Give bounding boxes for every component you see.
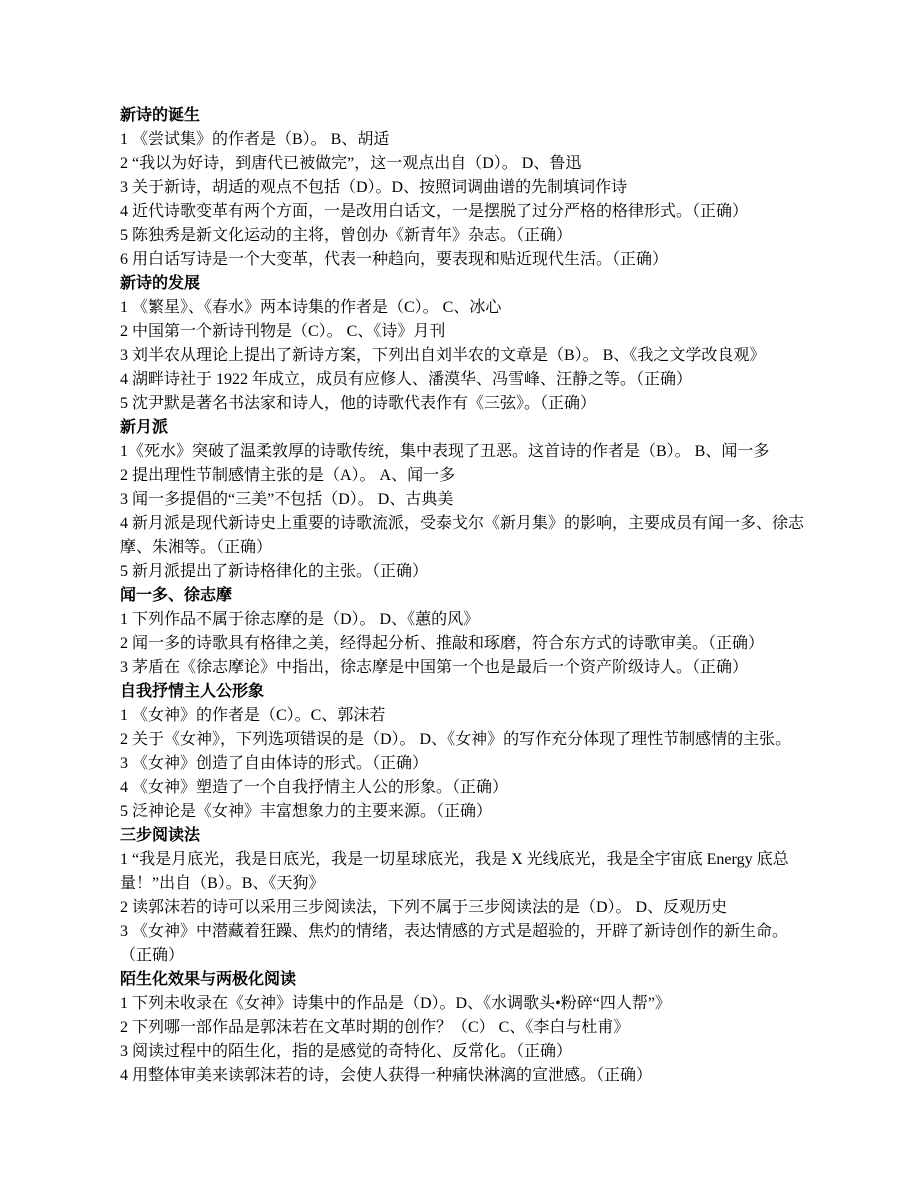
- section-heading: 新月派: [120, 419, 169, 436]
- question-line: 3 闻一多提倡的“三美”不包括（D）。 D、古典美: [120, 491, 454, 508]
- question-line: 1 《繁星》、《春水》两本诗集的作者是（C）。 C、冰心: [120, 299, 502, 316]
- section-heading: 闻一多、徐志摩: [120, 587, 233, 604]
- question-line: 1 《尝试集》的作者是（B）。 B、胡适: [120, 131, 390, 148]
- question-line: 1《死水》突破了温柔敦厚的诗歌传统，集中表现了丑恶。这首诗的作者是（B）。 B、闻一多: [120, 443, 770, 460]
- question-line: 4 湖畔诗社于 1922 年成立，成员有应修人、潘漠华、冯雪峰、汪静之等。（正确）: [120, 371, 693, 388]
- question-line: 3 刘半农从理论上提出了新诗方案，下列出自刘半农的文章是（B）。 B、《我之文学改良观》: [120, 347, 766, 364]
- question-line: 2 下列哪一部作品是郭沫若在文革时期的创作？（C） C、《李白与杜甫》: [120, 1019, 630, 1036]
- question-line: 1 “我是月底光，我是日底光，我是一切星球底光，我是 X 光线底光，我是全宇宙底 Energy 底总量！”出自（B）。B、《天狗》: [120, 851, 789, 892]
- question-line: 5 陈独秀是新文化运动的主将，曾创办《新青年》杂志。（正确）: [120, 227, 573, 244]
- section-heading: 自我抒情主人公形象: [120, 683, 265, 700]
- question-line: 2 “我以为好诗，到唐代已被做完”，这一观点出自（D）。 D、鲁迅: [120, 155, 582, 172]
- question-line: 1 下列未收录在《女神》诗集中的作品是（D）。D、《水调歌头•粉碎“四人帮”》: [120, 995, 671, 1012]
- question-line: 3 《女神》创造了自由体诗的形式。（正确）: [120, 755, 429, 772]
- question-line: 5 新月派提出了新诗格律化的主张。（正确）: [120, 563, 429, 580]
- section-heading: 陌生化效果与两极化阅读: [120, 971, 297, 988]
- question-line: 2 提出理性节制感情主张的是（A）。 A、闻一多: [120, 467, 456, 484]
- question-line: 4 《女神》塑造了一个自我抒情主人公的形象。（正确）: [120, 779, 509, 796]
- question-line: 4 近代诗歌变革有两个方面，一是改用白话文，一是摆脱了过分严格的格律形式。（正确）: [120, 203, 749, 220]
- question-line: 2 读郭沫若的诗可以采用三步阅读法，下列不属于三步阅读法的是（D）。 D、反观历史: [120, 899, 728, 916]
- question-line: 4 新月派是现代新诗史上重要的诗歌流派，受泰戈尔《新月集》的影响，主要成员有闻一多、徐志摩、朱湘等。（正确）: [120, 515, 805, 556]
- section-heading: 新诗的诞生: [120, 107, 201, 124]
- question-line: 1 下列作品不属于徐志摩的是（D）。 D、《蕙的风》: [120, 611, 480, 628]
- question-line: 5 沈尹默是著名书法家和诗人，他的诗歌代表作有《三弦》。（正确）: [120, 395, 597, 412]
- question-line: 3 《女神》中潜藏着狂躁、焦灼的情绪，表达情感的方式是超验的，开辟了新诗创作的新生命。（正确）: [120, 923, 789, 964]
- question-line: 3 关于新诗，胡适的观点不包括（D）。D、按照词调曲谱的先制填词作诗: [120, 179, 628, 196]
- section-heading: 三步阅读法: [120, 827, 201, 844]
- question-line: 3 阅读过程中的陌生化，指的是感觉的奇特化、反常化。（正确）: [120, 1043, 573, 1060]
- section-heading: 新诗的发展: [120, 275, 201, 292]
- question-line: 3 茅盾在《徐志摩论》中指出，徐志摩是中国第一个也是最后一个资产阶级诗人。（正确）: [120, 659, 749, 676]
- question-line: 2 关于《女神》，下列选项错误的是（D）。 D、《女神》的写作充分体现了理性节制感情的主张。: [120, 731, 792, 748]
- question-line: 2 闻一多的诗歌具有格律之美，经得起分析、推敲和琢磨，符合东方式的诗歌审美。（正确）: [120, 635, 765, 652]
- question-line: 5 泛神论是《女神》丰富想象力的主要来源。（正确）: [120, 803, 493, 820]
- question-line: 4 用整体审美来读郭沫若的诗，会使人获得一种痛快淋漓的宣泄感。（正确）: [120, 1067, 653, 1084]
- question-line: 2 中国第一个新诗刊物是（C）。 C、《诗》月刊: [120, 323, 446, 340]
- question-line: 6 用白话写诗是一个大变革，代表一种趋向，要表现和贴近现代生活。（正确）: [120, 251, 669, 268]
- question-line: 1 《女神》的作者是（C）。C、郭沫若: [120, 707, 386, 724]
